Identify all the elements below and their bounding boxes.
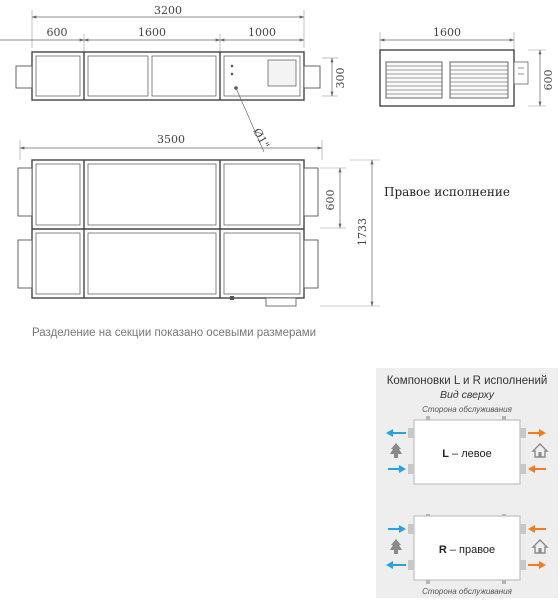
left-letter: L: [442, 448, 449, 460]
layout-title: Компоновки L и R исполнений: [386, 375, 548, 387]
left-text: – левое: [449, 448, 492, 460]
layout-left-label: [442, 448, 491, 460]
dim-total-3200: 3200: [154, 4, 182, 17]
top-view: [0, 4, 347, 152]
pipe-diameter-label: Ø1": [250, 125, 272, 151]
dim-front-total-3500: 3500: [157, 133, 185, 146]
service-side-top: Сторона обслуживания: [422, 405, 512, 414]
front-view: [18, 133, 380, 306]
dim-duct-600: 600: [324, 189, 337, 211]
layout-panel: [376, 368, 558, 598]
sections-caption: Разделение на секции показано осевыми размерами: [32, 327, 317, 339]
layout-subtitle: Вид сверху: [440, 389, 494, 401]
dim-section-1000: 1000: [248, 26, 276, 39]
side-view: [380, 26, 555, 106]
right-version-label: Правое исполнение: [384, 185, 510, 199]
dim-side-width-1600: 1600: [433, 26, 461, 39]
dim-height-1733: 1733: [356, 218, 369, 246]
right-letter: R: [438, 544, 447, 556]
layout-right-label: [439, 544, 495, 556]
dim-side-height-600: 600: [542, 69, 555, 91]
right-text: – правое: [446, 544, 496, 556]
dim-height-300: 300: [334, 67, 347, 89]
service-side-bottom: Сторона обслуживания: [422, 587, 512, 596]
dim-section-600: 600: [46, 26, 68, 39]
dim-section-1600: 1600: [138, 26, 166, 39]
